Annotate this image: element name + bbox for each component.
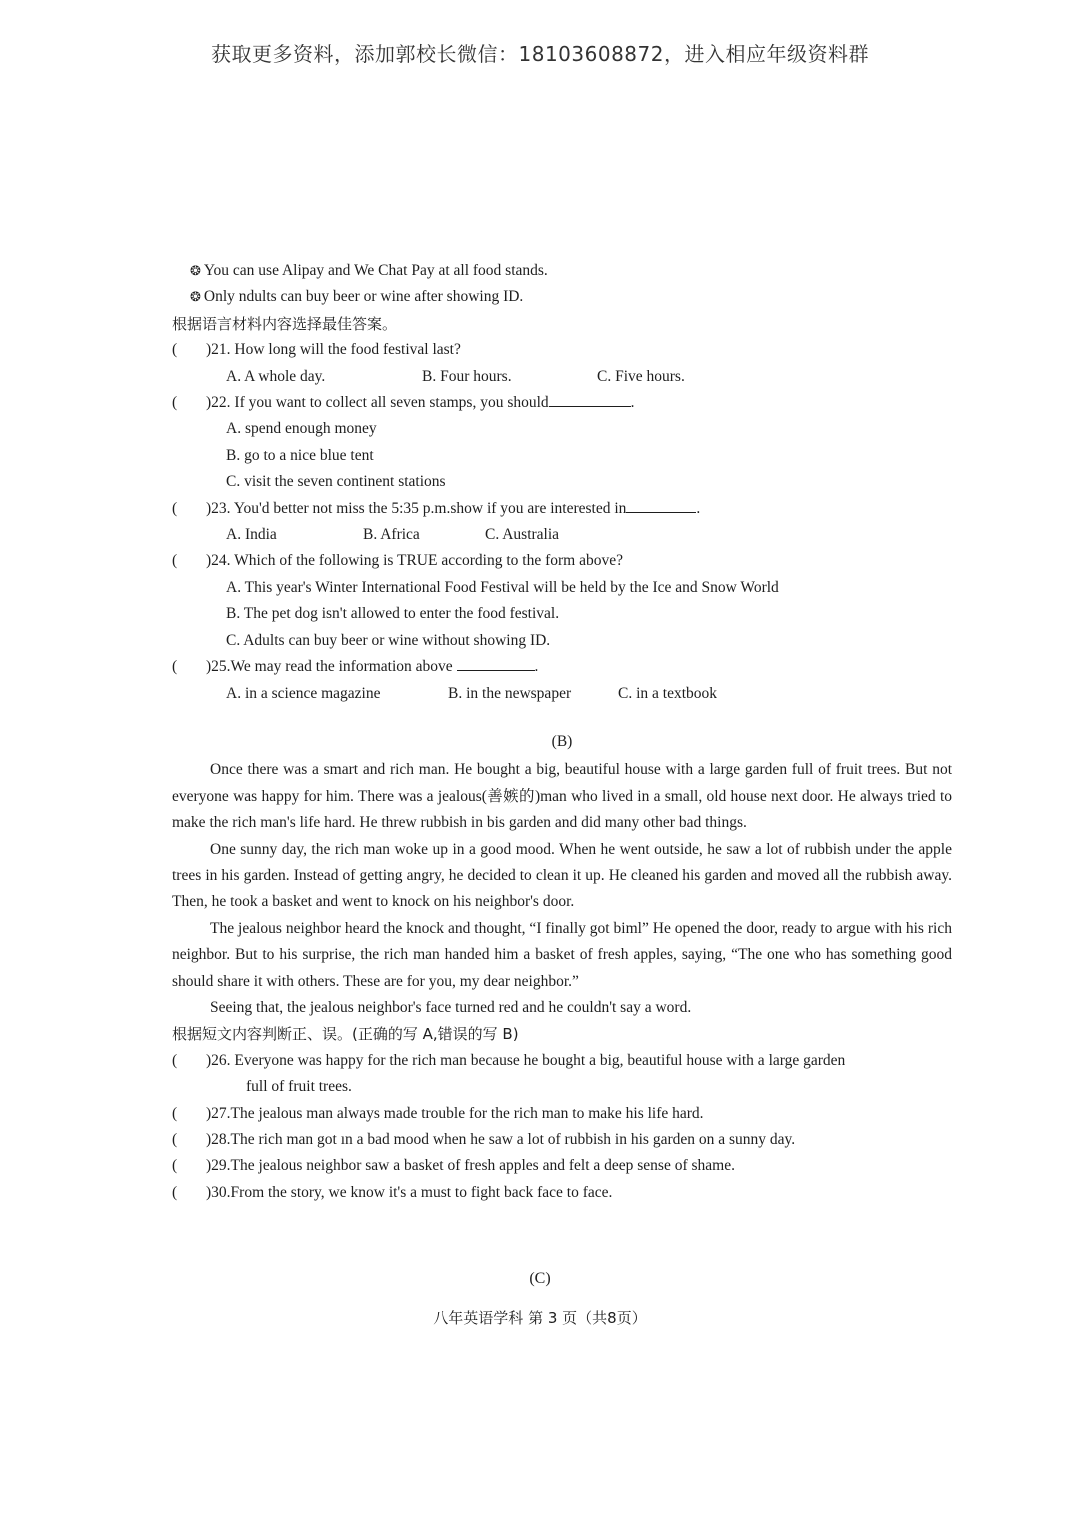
section-b-heading: (B): [551, 732, 573, 750]
option-a: A. India: [226, 526, 277, 544]
option-a: A. spend enough money: [226, 420, 377, 438]
option-b: B. Africa: [363, 526, 420, 544]
question-text: )22. If you want to collect all seven stamps, you should: [206, 394, 549, 412]
promo-header: 获取更多资料，添加郭校长微信：18103608872，进入相应年级资料群: [211, 42, 869, 66]
option-c: C. Adults can buy beer or wine without showing ID.: [226, 631, 551, 649]
page-footer: 八年英语学科 第 3 页（共8页）: [433, 1309, 647, 1327]
option-a: A. in a science magazine: [226, 684, 381, 702]
question-29: [172, 1153, 952, 1179]
instruction-choice: 根据语言材料内容选择最佳答案。: [172, 314, 398, 333]
option-b: B. in the newspaper: [448, 684, 572, 702]
question-23: [172, 496, 952, 522]
passage-paragraph-1: Once there was a smart and rich man. He bought a big, beautiful house with a large garden full of fruit trees. But not everyone was happy for him. There was a jealous(善嫉的)man who lived in a small, old house next door. He always tried to make the rich man's life hard. He threw rubbish in bis garden and did many other bad things.: [172, 761, 952, 832]
answer-paren[interactable]: (: [172, 341, 178, 359]
question-26: [172, 1048, 952, 1074]
answer-blank[interactable]: [626, 497, 696, 513]
passage-paragraph-4: Seeing that, the jealous neighbor's face turned red and he couldn't say a word.: [210, 998, 692, 1016]
question-28: [172, 1127, 952, 1153]
options-25: [172, 681, 952, 707]
answer-paren[interactable]: (: [172, 394, 178, 412]
question-end: .: [696, 499, 701, 517]
question-24: [172, 548, 952, 574]
question-text: )25.We may read the information above: [206, 658, 453, 676]
question-end: .: [534, 658, 539, 676]
question-end: .: [630, 394, 635, 412]
question-text: )27.The jealous man always made trouble for the rich man to make his life hard.: [206, 1104, 704, 1122]
bullet-item-payment: [172, 258, 952, 284]
bullet-text: You can use Alipay and We Chat Pay at all food stands.: [203, 262, 548, 279]
answer-paren[interactable]: (: [172, 552, 178, 570]
exam-page-content: [172, 258, 952, 1206]
question-25: [172, 654, 952, 680]
question-text: )29.The jealous neighbor saw a basket of fresh apples and felt a deep sense of shame.: [206, 1157, 735, 1175]
bullet-icon: ❂: [190, 289, 201, 305]
answer-paren[interactable]: (: [172, 1051, 178, 1069]
question-26-continued: full of fruit trees.: [246, 1078, 352, 1096]
question-22: [172, 390, 952, 416]
options-21: [172, 364, 952, 390]
question-30: [172, 1180, 952, 1206]
answer-paren[interactable]: (: [172, 1104, 178, 1122]
option-a: A. This year's Winter International Food Festival will be held by the Ice and Snow World: [226, 578, 779, 596]
question-text: )24. Which of the following is TRUE according to the form above?: [206, 552, 623, 570]
question-text: )23. You'd better not miss the 5:35 p.m.show if you are interested in: [206, 499, 627, 517]
answer-paren[interactable]: (: [172, 658, 178, 676]
question-text: )21. How long will the food festival last?: [206, 341, 461, 359]
option-b: B. Four hours.: [422, 367, 512, 385]
question-27: [172, 1101, 952, 1127]
option-b: B. go to a nice blue tent: [226, 446, 374, 464]
question-21: [172, 337, 952, 363]
option-b: B. The pet dog isn't allowed to enter the food festival.: [226, 605, 560, 623]
bullet-icon: ❂: [190, 263, 201, 278]
passage-paragraph-3: The jealous neighbor heard the knock and thought, “I finally got biml” He opened the door, ready to argue with his rich neighbor. But to his surprise, the rich man handed him a basket of fresh apples, saying, “The one who has something good should share it with others. These are for you, my dear neighbor.”: [172, 919, 952, 990]
question-text: )26. Everyone was happy for the rich man because he bought a big, beautiful house with a large garden: [206, 1051, 846, 1069]
options-23: [172, 522, 952, 548]
answer-paren[interactable]: (: [172, 1183, 178, 1201]
bullet-item-id: [172, 284, 952, 310]
answer-paren[interactable]: (: [172, 1157, 178, 1175]
instruction-true-false: 根据短文内容判断正、误。(正确的写 A,错误的写 B): [172, 1025, 519, 1044]
option-c: C. visit the seven continent stations: [226, 473, 446, 491]
question-text: )30.From the story, we know it's a must to fight back face to face.: [206, 1183, 613, 1201]
option-a: A. A whole day.: [226, 367, 326, 385]
answer-blank[interactable]: [457, 655, 535, 671]
passage-paragraph-2: One sunny day, the rich man woke up in a good mood. When he went outside, he saw a lot of rubbish under the apple trees in his garden. Instead of getting angry, he decided to clean it up. He cleaned his garden and moved all the rubbish away. Then, he took a basket and went to knock on his neighbor's door.: [172, 840, 952, 911]
section-c-heading: (C): [529, 1270, 551, 1287]
option-c: C. Australia: [485, 526, 560, 544]
option-c: C. in a textbook: [618, 684, 718, 702]
answer-paren[interactable]: (: [172, 1131, 178, 1148]
option-c: C. Five hours.: [597, 367, 685, 385]
answer-blank[interactable]: [549, 391, 631, 407]
bullet-text: Only ndults can buy beer or wine after showing ID.: [203, 288, 524, 306]
answer-paren[interactable]: (: [172, 499, 178, 517]
question-text: )28.The rich man got ın a bad mood when he saw a lot of rubbish in his garden on a sunny day.: [206, 1131, 796, 1148]
